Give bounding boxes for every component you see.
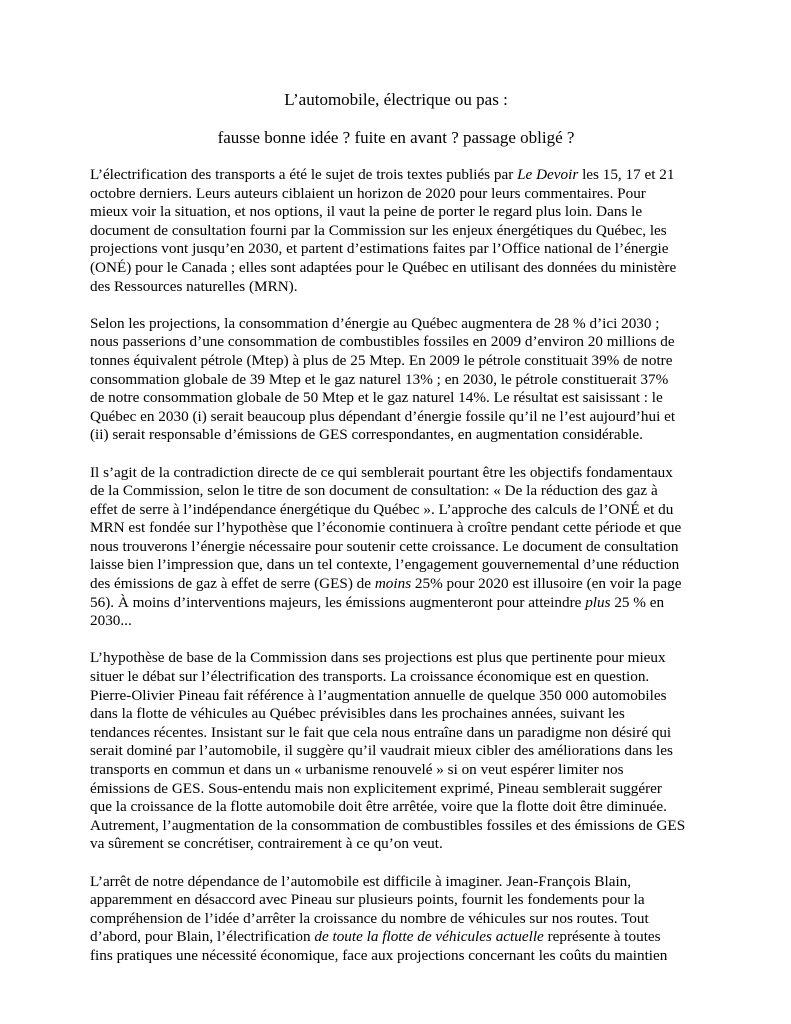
text-run: 56). À moins d’interventions majeurs, les émissions augmenteront pour atteindre xyxy=(90,593,586,611)
text-run: les 15, 17 et 21 xyxy=(578,166,675,183)
text-run: laisse bien l’impression que, dans un tel contexte, l’engagement gouvernemental d’une réduction xyxy=(90,556,680,574)
text-run: consommation globale de 39 Mtep et le gaz naturel 13% ; en 2030, le pétrole constituerait 37% xyxy=(90,370,669,388)
italic-text: de toute la flotte de véhicules actuelle xyxy=(314,928,544,946)
text-line xyxy=(90,687,702,706)
text-line xyxy=(90,278,702,297)
text-line xyxy=(90,780,702,799)
text-run: L’électrification des transports a été le sujet de trois textes publiés par xyxy=(90,166,518,183)
text-line xyxy=(90,501,702,520)
document-title: L’automobile, électrique ou pas : xyxy=(284,90,508,109)
text-run: Il s’agit de la contradiction directe de ce qui semblerait pourtant être les objectifs fondamentaux xyxy=(90,463,673,481)
text-run: mieux voir la situation, et nos options, il vaut la peine de porter le regard plus loin. Dans le xyxy=(90,203,643,221)
text-line xyxy=(90,333,702,352)
text-line xyxy=(90,519,702,538)
text-line xyxy=(90,649,702,668)
text-run: tonnes équivalent pétrole (Mtep) à plus de 25 Mtep. En 2009 le pétrole constituait 39% de notre xyxy=(90,351,673,369)
text-run: représente à toutes xyxy=(543,928,661,946)
text-line xyxy=(90,203,702,222)
italic-text: plus xyxy=(585,593,611,611)
text-run: fins pratiques une nécessité économique, face aux projections concernant les coûts du maintien xyxy=(90,946,668,964)
text-line xyxy=(90,594,702,613)
text-line xyxy=(90,240,702,259)
text-run: va sûrement se concrétiser, contrairement à ce qu’on veut. xyxy=(90,835,443,853)
text-line xyxy=(90,389,702,408)
text-line xyxy=(90,705,702,724)
text-run: (ii) serait responsable d’émissions de GES correspondantes, en augmentation considérable. xyxy=(90,426,643,444)
text-run: (ONÉ) pour le Canada ; elles sont adaptées pour le Québec en utilisant des données du ministère xyxy=(90,258,677,276)
paragraph xyxy=(90,649,702,854)
document-subtitle: fausse bonne idée ? fuite en avant ? passage obligé ? xyxy=(217,128,575,147)
paragraph xyxy=(90,873,702,966)
italic-text: Le Devoir xyxy=(517,166,579,183)
text-run: compréhension de l’idée d’arrêter la croissance du nombre de véhicules sur nos routes. Tout xyxy=(90,909,649,927)
text-line xyxy=(90,426,702,445)
text-run: émissions de GES. Sous-entendu mais non explicitement exprimé, Pineau semblerait suggérer xyxy=(90,779,662,797)
text-line xyxy=(90,185,702,204)
text-line xyxy=(90,817,702,836)
text-run: transports en commun et dans un « urbanisme renouvelé » si on veut espérer limiter nos xyxy=(90,761,624,778)
text-line xyxy=(90,315,702,334)
text-run: dans la flotte de véhicules au Québec prévisibles dans les prochaines années, suivant les xyxy=(90,705,625,723)
text-run: de notre consommation globale de 50 Mtep et le gaz naturel 14%. Le résultat est saisissant : le xyxy=(90,389,663,407)
text-line xyxy=(90,928,702,947)
text-line xyxy=(90,910,702,929)
text-run: que la croissance de la flotte automobile doit être arrêtée, voire que la flotte doit être diminuée. xyxy=(90,798,667,816)
text-line xyxy=(90,668,702,687)
text-run: 25% pour 2020 est illusoire (en voir la page xyxy=(411,575,682,593)
text-line xyxy=(90,947,702,966)
text-run: 25 % en xyxy=(610,593,665,611)
text-line xyxy=(90,612,702,631)
text-run: 2030... xyxy=(90,612,132,630)
paragraph xyxy=(90,166,702,296)
text-run: octobre derniers. Leurs auteurs ciblaient un horizon de 2020 pour leurs commentaires. Pour xyxy=(90,184,646,202)
text-run: document de consultation fourni par la Commission sur les enjeux énergétiques du Québec, les xyxy=(90,221,667,239)
text-run: situer le débat sur l’électrification des transports. La croissance économique est en question. xyxy=(90,668,650,686)
text-run: nous passerions d’une consommation de combustibles fossiles en 2009 d’environ 20 millions de xyxy=(90,333,675,351)
document-body xyxy=(90,166,702,966)
text-line xyxy=(90,352,702,371)
text-line xyxy=(90,408,702,427)
text-run: effet de serre à l’indépendance énergétique du Québec ». L’approche des calculs de l’ONÉ et du xyxy=(90,500,674,518)
text-line xyxy=(90,761,702,780)
text-run: L’hypothèse de base de la Commission dans ses projections est plus que pertinente pour mieux xyxy=(90,649,666,667)
document-page xyxy=(90,90,702,984)
text-run: projections vont jusqu’en 2030, et partent d’estimations faites par l’Office national de l’énergie xyxy=(90,240,669,258)
text-line xyxy=(90,538,702,557)
text-line xyxy=(90,222,702,241)
text-run: Autrement, l’augmentation de la consommation de combustibles fossiles et des émissions de GES xyxy=(90,816,686,834)
text-line xyxy=(90,742,702,761)
text-run: Québec en 2030 (i) serait beaucoup plus dépendant d’énergie fossile qu’il ne l’est aujourd’hui et xyxy=(90,407,676,425)
text-run: de la Commission, selon le titre de son document de consultation: « De la réduction des gaz à xyxy=(90,482,658,500)
text-line xyxy=(90,891,702,910)
text-line xyxy=(90,798,702,817)
italic-text: moins xyxy=(374,575,412,593)
text-line xyxy=(90,482,702,501)
text-line xyxy=(90,575,702,594)
text-run: L’arrêt de notre dépendance de l’automobile est difficile à imaginer. Jean-François Blain, xyxy=(90,872,632,890)
text-line xyxy=(90,724,702,743)
text-line xyxy=(90,873,702,892)
text-line xyxy=(90,556,702,575)
text-line xyxy=(90,259,702,278)
text-run: MRN est fondée sur l’hypothèse que l’économie continuera à croître pendant cette période et que xyxy=(90,519,682,537)
text-run: apparemment en désaccord avec Pineau sur plusieurs points, fournit les fondements pour la xyxy=(90,891,645,909)
text-run: nous trouverons l’énergie nécessaire pour soutenir cette croissance. Le document de consultation xyxy=(90,537,679,555)
text-line xyxy=(90,835,702,854)
text-run: Selon les projections, la consommation d’énergie au Québec augmentera de 28 % d’ici 2030 ; xyxy=(90,314,660,332)
text-line xyxy=(90,371,702,390)
text-run: d’abord, pour Blain, l’électrification xyxy=(90,928,315,946)
text-line xyxy=(90,464,702,483)
text-run: serait dominé par l’automobile, il suggère qu’il vaudrait mieux cibler des améliorations dans les xyxy=(90,742,673,760)
text-run: tendances récentes. Insistant sur le fait que cela nous entraîne dans un paradigme non désiré qui xyxy=(90,723,672,741)
paragraph xyxy=(90,315,702,445)
paragraph xyxy=(90,464,702,631)
text-line xyxy=(90,166,702,185)
text-run: des émissions de gaz à effet de serre (GES) de xyxy=(90,575,375,593)
text-run: Pierre-Olivier Pineau fait référence à l’augmentation annuelle de quelque 350 000 automobiles xyxy=(90,686,667,704)
text-run: des Ressources naturelles (MRN). xyxy=(90,277,298,295)
